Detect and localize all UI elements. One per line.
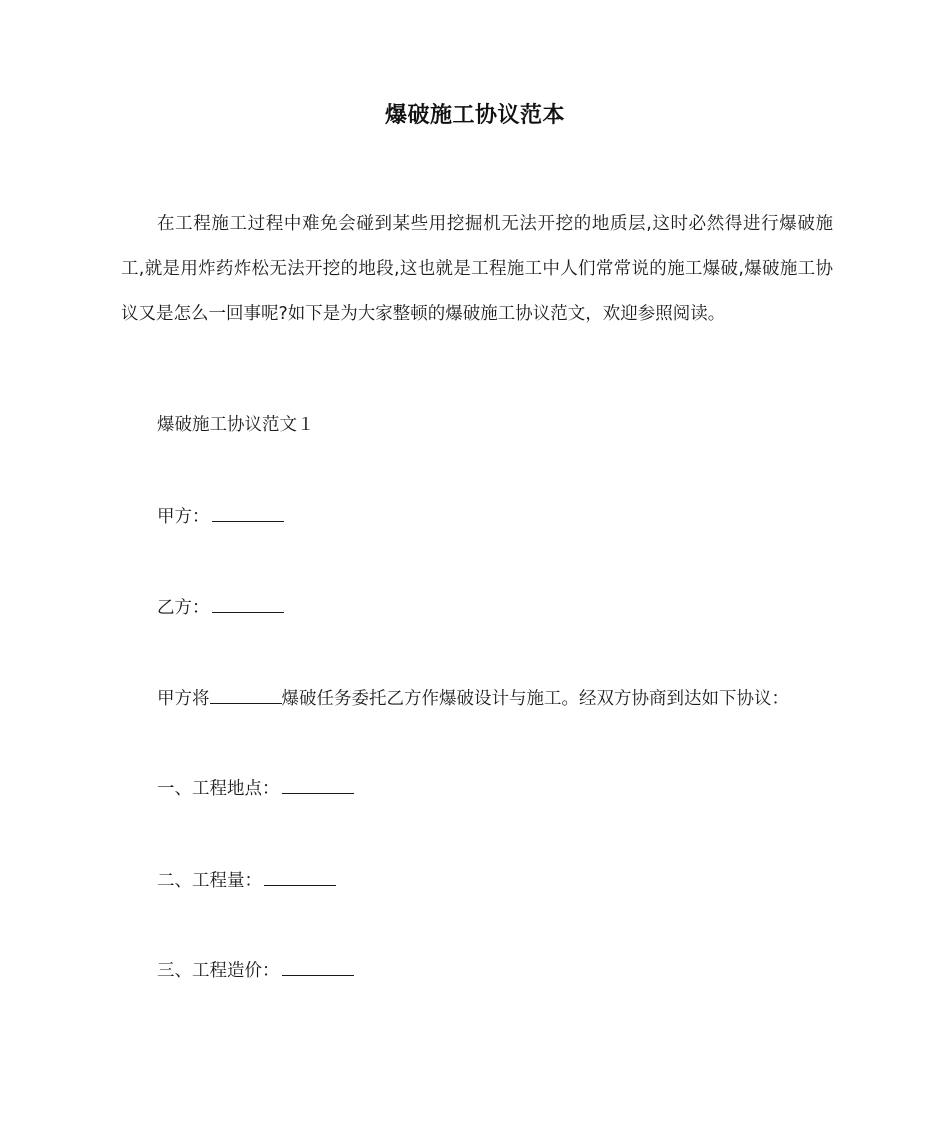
task-blank xyxy=(210,687,282,704)
delegation-suffix: 爆破任务委托乙方作爆破设计与施工。经双方协商到达如下协议： xyxy=(281,689,789,709)
party-a-blank xyxy=(212,505,284,522)
item-2-label: 二、工程量： xyxy=(157,871,262,891)
item-1-line xyxy=(157,777,354,801)
item-1-label: 一、工程地点： xyxy=(157,779,280,799)
party-a-label: 甲方： xyxy=(157,507,210,527)
item-3-label: 三、工程造价： xyxy=(157,961,280,981)
delegation-line xyxy=(157,687,789,711)
document-title: 爆破施工协议范本 xyxy=(384,103,565,128)
party-b-blank xyxy=(212,596,284,613)
item-2-line xyxy=(157,869,336,893)
item-2-blank xyxy=(264,869,336,886)
item-1-blank xyxy=(282,777,354,794)
item-3-blank xyxy=(282,959,354,976)
delegation-prefix: 甲方将 xyxy=(157,689,210,709)
party-b-label: 乙方： xyxy=(157,598,210,618)
party-b-line xyxy=(157,596,284,620)
party-a-line xyxy=(157,505,284,529)
section-heading: 爆破施工协议范文１ xyxy=(157,415,315,435)
item-3-line xyxy=(157,959,354,983)
intro-paragraph: 在工程施工过程中难免会碰到某些用挖掘机无法开挖的地质层,这时必然得进行爆破施工,就是用炸药炸松无法开挖的地段,这也就是工程施工中人们常常说的施工爆破,爆破施工协议又是怎么一回事呢?如下是为大家整顿的爆破施工协议范文，欢迎参照阅读。 xyxy=(121,214,833,324)
